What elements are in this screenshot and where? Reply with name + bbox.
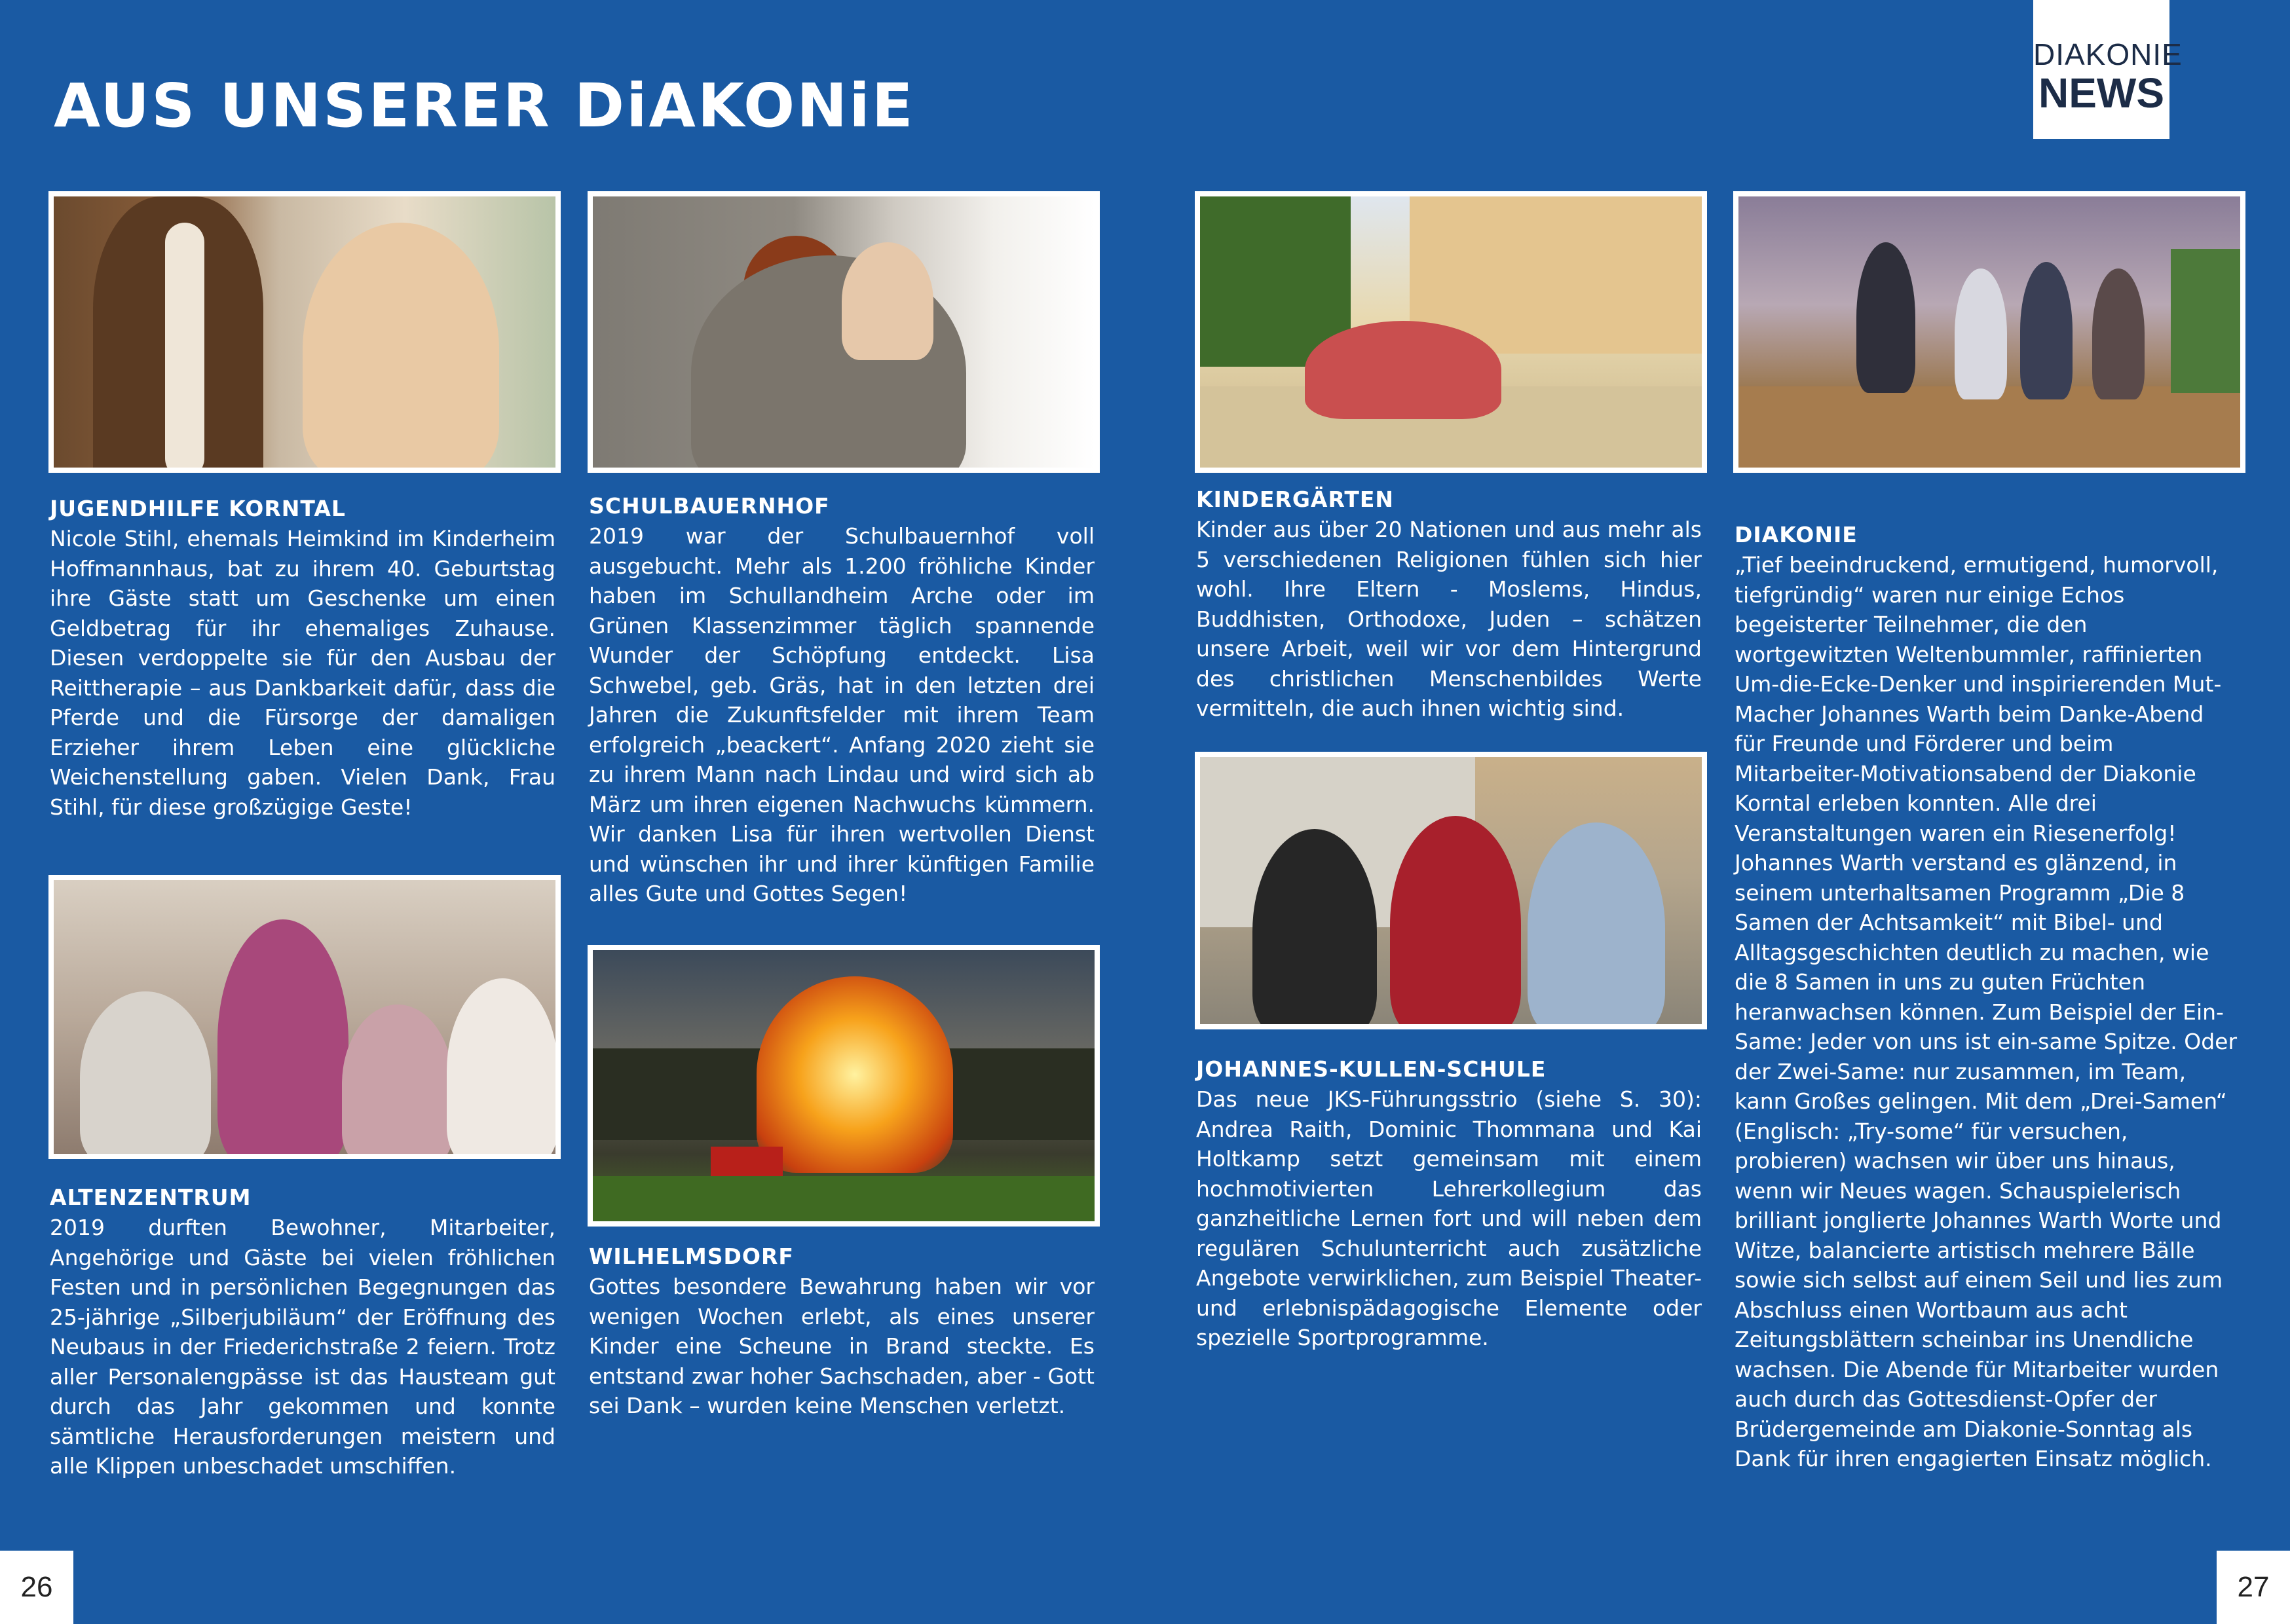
meadow [593,1176,1095,1222]
spread-title: AUS UNSERER DiAKONiE [54,71,915,141]
fire-shape [757,976,953,1173]
section-body: Kinder aus über 20 Nationen und aus mehr als 5 verschiedenen Religionen fühlen sich hier wohl. Ihre Eltern - Moslems, Hindus, Buddhisten, Orthodoxe, Juden – schätzen unsere Arbeit, weil wir vor dem Hintergrund des christlichen Menschenbildes Werte vermitteln, die auch ihnen wichtig sind. [1196,517,1702,721]
senior-left [80,991,211,1159]
section-kindergaerten [1196,485,1702,724]
woman-figure [303,223,499,473]
badge-line-2: NEWS [2038,69,2164,117]
section-body: 2019 durften Bewohner, Mitarbeiter, Angehörige und Gäste bei vielen fröhlichen Festen und in persönlichen Begegnungen das 25-jährige „Silberjubiläum“ der Eröffnung des Neubaus in der Friederichstraße 2 feiern. Trotz aller Personalengpässe ist das Hausteam gut durch das Jahr gekommen und konnte sämtliche Herausforderungen meistern und alle Klippen unbeschadet umschiffen. [50,1215,555,1479]
badge-line-1: DIAKONIE [2033,37,2183,71]
plant-right [2171,249,2240,393]
photo-wilhelmsdorf-fire [588,945,1100,1227]
section-body: Nicole Stihl, ehemals Heimkind im Kinderheim Hoffmannhaus, bat zu ihrem 40. Geburtstag ihre Gäste statt um Geschenke um einen Geldbetrag für ihr ehemaliges Zuhause. Diesen verdoppelte sie für den Ausbau der Reittherapie – aus Dankbarkeit dafür, dass die Pferde und die Fürsorge der damaligen Erzieher ihrem Leben eine glückliche Weichenstellung gaben. Vielen Dank, Frau Stihl, für diese großzügige Geste! [50,526,555,820]
senior-middle [342,1005,453,1159]
section-body: Gottes besondere Bewahrung haben wir vor wenigen Wochen erlebt, als eines unserer Kinder eine Scheune in Brand steckte. Es entstand zwar hoher Sachschaden, aber - Gott sei Dank – wurden keine Menschen verletzt. [589,1274,1095,1418]
page-number-left: 26 [0,1551,73,1624]
page-number-right: 27 [2217,1551,2290,1624]
section-heading: JOHANNES-KULLEN-SCHULE [1196,1056,1547,1082]
senior-right [447,978,558,1159]
section-body: Das neue JKS-Führungsstrio (siehe S. 30): Andrea Raith, Dominic Thommana und Kai Holtkamp setzt gemeinsam mit einem hochmotivierten Lehrerkollegium das ganzheitliche Lernen fort und will neben dem regulären Schulunterricht auch zusätzliche Angebote verwirklichen, zum Beispiel Theater- und erlebnispädagogische Elemente oder spezielle Sportprogramme. [1196,1086,1702,1350]
caregiver-figure [217,919,348,1159]
photo-schulbauernhof-hen [588,191,1100,473]
section-jugendhilfe [50,494,555,822]
horse-blaze [165,223,204,473]
section-heading: ALTENZENTRUM [50,1185,252,1210]
section-altenzentrum [50,1183,555,1481]
participant-1 [1955,268,2007,399]
participant-3 [2092,268,2145,399]
woman-face [842,242,933,360]
section-heading: JUGENDHILFE KORNTAL [50,496,346,521]
section-heading: SCHULBAUERNHOF [589,493,830,519]
section-body: „Tief beeindruckend, ermutigend, humorvoll, tiefgründig“ waren nur einige Echos begeisterter Teilnehmer, die den wortgewitzten Weltenbummler, raffinierten Um-die-Ecke-Denker und inspirierenden Mut-Macher Johannes Warth beim Danke-Abend für Freunde und Förderer und beim Mitarbeiter-Motivationsabend der Diakonie Korntal erleben konnten. Alle drei Veranstaltungen waren ein Riesenerfolg! Johannes Warth verstand es glänzend, in seinem unterhaltsamen Programm „Die 8 Samen der Achtsamkeit“ mit Bibel- und Alltagsgeschichten deutlich zu machen, wie die 8 Samen in uns zu guten Früchten heranwachsen können. Zum Beispiel der Ein-Same: Jeder von uns ist ein-same Spitze. Oder der Zwei-Same: nur zusammen, im Team, kann Großes gelingen. Mit dem „Drei-Samen“ (Englisch: „Try-some“ für versuchen, probieren) wachsen wir über uns hinaus, wenn wir Neues wagen. Schauspielerisch brilliant jonglierte Johannes Warth Worte und Witze, balancierte artistisch mehrere Bälle sowie sich selbst auf einem Seil und lies zum Abschluss einen Wortbaum aus acht Zeitungsblättern scheinbar ins Unendliche wachsen. Die Abende für Mitarbeiter wurden auch durch das Gottesdienst-Opfer der Brüdergemeinde am Diakonie-Sonntag als Dank für ihren engagierten Einsatz möglich. [1735,552,2238,1471]
photo-diakonie-stage [1733,191,2245,473]
performer-figure [1856,242,1915,393]
diakonie-news-badge [2033,0,2183,139]
photo-kindergaerten-children [1195,191,1707,473]
person-left [1252,829,1377,1029]
section-wilhelmsdorf [589,1242,1095,1421]
section-diakonie [1735,520,2240,1474]
section-heading: KINDERGÄRTEN [1196,487,1395,512]
photo-altenzentrum-seniors [48,875,561,1159]
children-group [1305,321,1501,419]
photo-jks-trio [1195,752,1707,1029]
photo-jugendhilfe-horse [48,191,561,473]
person-middle [1390,816,1521,1029]
participant-2 [2020,262,2073,399]
section-schulbauernhof [589,491,1095,909]
person-right [1528,822,1665,1029]
fire-truck [711,1147,783,1179]
section-heading: DIAKONIE [1735,522,1858,547]
section-body: 2019 war der Schulbauernhof voll ausgebucht. Mehr als 1.200 fröhliche Kinder haben im Schullandheim Arche oder im Grünen Klassenzimmer täglich spannende Wunder der Schöpfung entdeckt. Lisa Schwebel, geb. Gräs, hat in den letzten drei Jahren die Zukunftsfelder mit ihrem Team erfolgreich „beackert“. Anfang 2020 zieht sie zu ihrem Mann nach Lindau und wird sich ab März um ihren eigenen Nachwuchs kümmern. Wir danken Lisa für ihren wertvollen Dienst und wünschen ihr und ihrer künftigen Familie alles Gute und Gottes Segen! [589,523,1095,906]
section-jks [1196,1054,1702,1353]
section-heading: WILHELMSDORF [589,1244,794,1269]
